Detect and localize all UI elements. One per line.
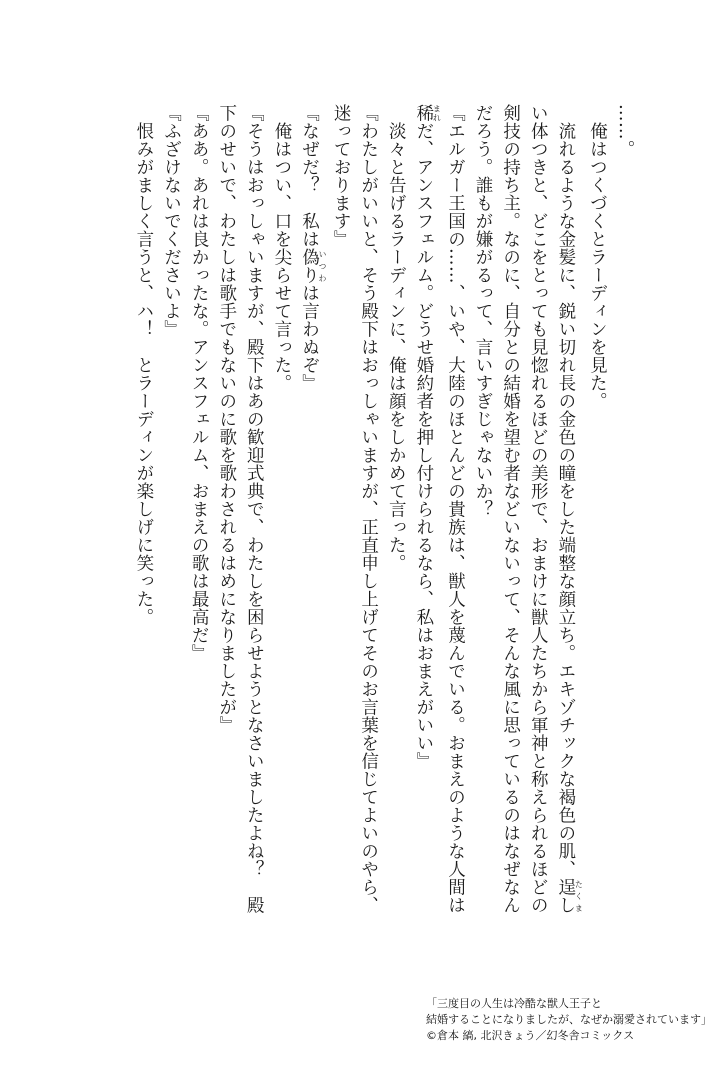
story-line: 下のせいで、わたしは歌手でもないのに歌を歌わされるはめになりましたが』: [216, 104, 237, 734]
story-line: 『ああ。あれは良かったな。アンスフェルム、おまえの歌は最高だ』: [189, 104, 210, 662]
story-line: 恨みがましく言うと、ハ！ とラーディンが楽しげに笑った。: [133, 104, 154, 626]
story-line: 流れるような金髪に、鋭い切れ長の金色の瞳をした端整な顔立ち。エキゾチックな褐色の肌、逞したくま: [555, 104, 584, 914]
story-line: 稀まれだ、アンスフェルム。どうせ婚約者を押し付けられるなら、私はおまえがいい』: [413, 104, 442, 770]
credit-title-line-2: 結婚することになりましたが、なぜか溺愛されています」: [426, 1013, 712, 1026]
copyright-credit: [426, 996, 712, 1044]
story-line: だろう。誰もが嫌がるって、言いすぎじゃないか？: [473, 104, 494, 518]
credit-copyright-line: ©倉本 縞, 北沢きょう／幻冬舎コミックス: [426, 1029, 635, 1042]
story-line: 『わたしがいいと、そう殿下はおっしゃいますが、正直申し上げてそのお言葉を信じてよいのやら、: [358, 104, 379, 914]
story-line: 迷っております』: [331, 104, 352, 248]
story-line: ……。: [615, 104, 635, 158]
story-line: 『そうはおっしゃいますが、殿下はあの歓迎式典で、わたしを困らせようとなさいましたよね？ 殿: [244, 104, 265, 914]
story-line: 『なぜだ？ 私は偽りいつわは言わぬぞ』: [299, 104, 327, 392]
story-line: い体つきと、どこをとっても見惚れるほどの美形で、おまけに獣人たちから軍神と称えられるほどの: [528, 104, 549, 914]
ruby-annotation: 逞したくま: [555, 878, 584, 914]
story-text: [129, 104, 638, 984]
story-line: 剣技の持ち主。なのに、自分との結婚を望む者などいないって、そんな風に思っているのはなぜなん: [500, 104, 521, 914]
story-line: 俺はつくづくとラーディンを見た。: [587, 104, 608, 410]
ruby-annotation: 稀まれ: [413, 104, 442, 122]
story-line: 俺はつい、口を尖らせて言った。: [271, 104, 292, 392]
story-line: 『エルガー王国の……、いや、大陸のほとんどの貴族は、獣人を蔑んでいる。おまえのような人間は: [445, 104, 466, 914]
story-line: 淡々と告げるラーディンに、俺は顔をしかめて言った。: [386, 104, 407, 572]
credit-title-line-1: 「三度目の人生は冷酷な獣人王子と: [426, 997, 602, 1010]
story-line: 『ふざけないでくださいよ』: [161, 104, 182, 338]
ruby-annotation: 偽りいつわ: [299, 248, 327, 284]
